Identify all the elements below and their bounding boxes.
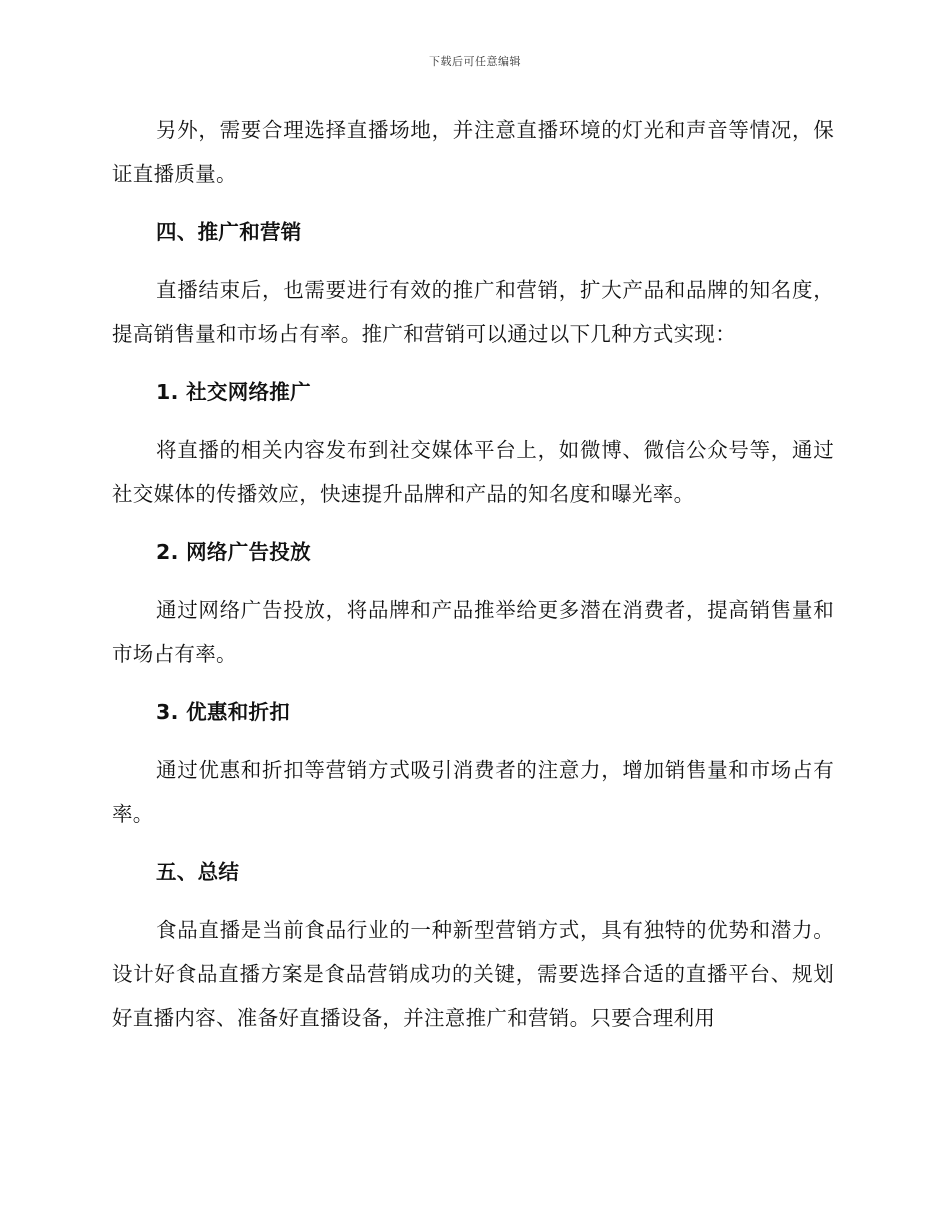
subheading-social-network: 1. 社交网络推广 <box>156 380 311 404</box>
section-heading-promotion: 四、推广和营销 <box>156 220 302 244</box>
paragraph-promotion-intro: 直播结束后，也需要进行有效的推广和营销，扩大产品和品牌的知名度，提高销售量和市场占有率。推广和营销可以通过以下几种方式实现： <box>112 278 834 346</box>
document-body <box>112 108 834 1040</box>
paragraph-discounts: 通过优惠和折扣等营销方式吸引消费者的注意力，增加销售量和市场占有率。 <box>112 758 834 826</box>
page-header-watermark: 下载后可任意编辑 <box>429 55 521 68</box>
paragraph-venue-lighting: 另外，需要合理选择直播场地，并注意直播环境的灯光和声音等情况，保证直播质量。 <box>112 118 834 186</box>
subheading-discounts: 3. 优惠和折扣 <box>156 700 291 724</box>
paragraph-summary: 食品直播是当前食品行业的一种新型营销方式，具有独特的优势和潜力。设计好食品直播方案是食品营销成功的关键，需要选择合适的直播平台、规划好直播内容、准备好直播设备，并注意推广和营销。只要合理利用 <box>112 918 834 1030</box>
section-heading-summary: 五、总结 <box>156 860 240 884</box>
subheading-online-ads: 2. 网络广告投放 <box>156 540 311 564</box>
paragraph-social-network: 将直播的相关内容发布到社交媒体平台上，如微博、微信公众号等，通过社交媒体的传播效应，快速提升品牌和产品的知名度和曝光率。 <box>112 438 834 506</box>
paragraph-online-ads: 通过网络广告投放，将品牌和产品推举给更多潜在消费者，提高销售量和市场占有率。 <box>112 598 834 666</box>
